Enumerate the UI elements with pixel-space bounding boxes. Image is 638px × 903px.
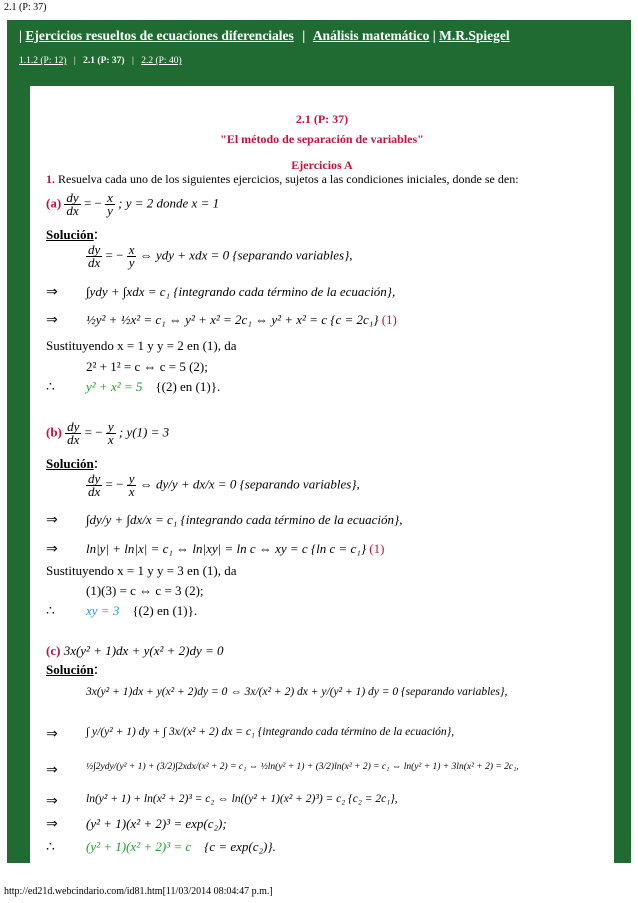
implies-symbol: ⇒ (46, 513, 58, 528)
problem-c-label: (c) (46, 643, 61, 658)
solution-b-line5: (1)(3) = c ⇔ c = 3 (2); (86, 583, 204, 598)
exercises-subtitle: Ejercicios A (291, 158, 353, 172)
solution-b-line4: Sustituyendo x = 1 y y = 3 en (1), da (46, 563, 237, 578)
nav-separator: | (302, 28, 306, 43)
exercise-text: Resuelva cada uno de los siguientes ejercicios, sujetos a las condiciones iniciales, donde se den: (58, 172, 519, 186)
link-prev-section[interactable]: 1.1.2 (P: 12) (19, 56, 67, 66)
section-title: "El método de separación de variables" (220, 132, 424, 146)
implies-symbol: ⇒ (46, 727, 58, 742)
page-footer-url: http://ed21d.webcindario.com/id81.htm[11/03/2014 08:04:47 p.m.] (4, 886, 273, 897)
solution-c-line2: ∫ y/(y² + 1) dy + ∫ 3x/(x² + 2) dx = c₁ {integrando cada término de la ecuación}, (86, 726, 455, 738)
page-header: 2.1 (P: 37) (4, 2, 47, 13)
implies-symbol: ⇒ (46, 542, 58, 557)
content-panel (30, 86, 614, 863)
implies-symbol: ⇒ (46, 763, 58, 778)
problem-a (46, 192, 219, 217)
equation-text: = − (83, 195, 102, 211)
section-navigation (19, 56, 182, 66)
implies-symbol: ⇒ (46, 794, 58, 809)
link-spiegel[interactable]: M.R.Spiegel (439, 28, 510, 43)
solution-c-line1: 3x(y² + 1)dx + y(x² + 2)dy = 0 ⇔ 3x/(x² + 2) dx + y/(y² + 1) dy = 0 {separando variables}, (86, 686, 508, 698)
therefore-symbol: ∴ (46, 380, 55, 395)
solution-b-heading: Solución: (46, 455, 99, 472)
implies-symbol: ⇒ (46, 285, 58, 300)
implies-symbol: ⇒ (46, 313, 58, 328)
subnav-separator: | (131, 56, 134, 66)
link-next-section[interactable]: 2.2 (P: 40) (141, 56, 182, 66)
nav-separator: | (19, 28, 22, 43)
therefore-symbol: ∴ (46, 840, 55, 855)
implies-symbol: ⇒ (46, 817, 58, 832)
content-frame (7, 20, 631, 863)
solution-c-result: (y² + 1)(x² + 2)³ = c {c = exp(c₂)}. (86, 839, 276, 854)
solution-b-line3: ln|y| + ln|x| = c₁ ⇔ ln|xy| = ln c ⇔ xy = c {ln c = c₁} (1) (86, 541, 385, 556)
problem-a-label: (a) (46, 195, 62, 211)
solution-a-line3: ½y² + ½x² = c₁ ⇔ y² + x² = 2c₁ ⇔ y² + x² = c {c = 2c₁} (1) (86, 312, 397, 327)
solution-a-line5: 2² + 1² = c ⇔ c = 5 (2); (86, 359, 208, 374)
solution-c-line5: (y² + 1)(x² + 2)³ = exp(c₂); (86, 816, 227, 831)
solution-a-line1: $\frac{dy}{dx}$ = − $\frac{x}{y}$ ⇔ ydy + xdx = 0 {separando variables}, (88, 242, 353, 270)
link-analisis-matematico[interactable]: Análisis matemático (312, 28, 430, 43)
exercise-statement (46, 172, 519, 187)
fraction: $\frac{x}{y}$ (107, 190, 113, 218)
problem-b-label: (b) (46, 424, 62, 440)
top-navigation (19, 28, 510, 44)
solution-c-line4: ln(y² + 1) + ln(x² + 2)³ = c₂ ⇔ ln((y² + 1)(x² + 2)³) = c₂ {c₂ = 2c₁}, (86, 793, 398, 805)
problem-b: (b) $\frac{dy}{dx}$ = − $\frac{y}{x}$ ; y(1) = 3 (46, 419, 170, 447)
problem-c (46, 643, 224, 659)
solution-c-line3: ½∫2ydy/(y² + 1) + (3/2)∫2xdx/(x² + 2) = c₁ ⇔ ½ln(y² + 1) + (3/2)ln(x² + 2) = c₁ ⇔ ln(y² + 1) + 3ln(x² + 2) = 2c₁, (86, 762, 519, 772)
initial-condition: ; y = 2 donde x = 1 (118, 195, 220, 211)
current-section: 2.1 (P: 37) (83, 56, 125, 66)
solution-a-heading: Solución: (46, 226, 99, 243)
solution-a-line2: ∫ydy + ∫xdx = c₁ {integrando cada término de la ecuación}, (86, 284, 396, 299)
solution-b-line1: $\frac{dy}{dx}$ = − $\frac{y}{x}$ ⇔ dy/y + dx/x = 0 {separando variables}, (88, 471, 360, 499)
link-ejercicios-resueltos[interactable]: Ejercicios resueltos de ecuaciones diferenciales (25, 28, 294, 43)
exercise-number: 1. (46, 172, 55, 186)
initial-condition: ; y(1) = 3 (118, 424, 170, 440)
therefore-symbol: ∴ (46, 604, 55, 619)
solution-a-result: y² + x² = 5 {(2) en (1)}. (86, 379, 221, 394)
subnav-separator: | (73, 56, 76, 66)
solution-c-heading: Solución: (46, 661, 99, 678)
nav-separator: | (432, 28, 436, 43)
solution-a-line4: Sustituyendo x = 1 y y = 2 en (1), da (46, 338, 237, 353)
solution-b-line2: ∫dy/y + ∫dx/x = c₁ {integrando cada término de la ecuación}, (86, 512, 403, 527)
fraction: $\frac{dy}{dx}$ (66, 190, 79, 218)
section-number: 2.1 (P: 37) (295, 112, 349, 126)
problem-c-equation: 3x(y² + 1)dx + y(x² + 2)dy = 0 (63, 643, 224, 658)
solution-b-result: xy = 3 {(2) en (1)}. (86, 603, 198, 618)
